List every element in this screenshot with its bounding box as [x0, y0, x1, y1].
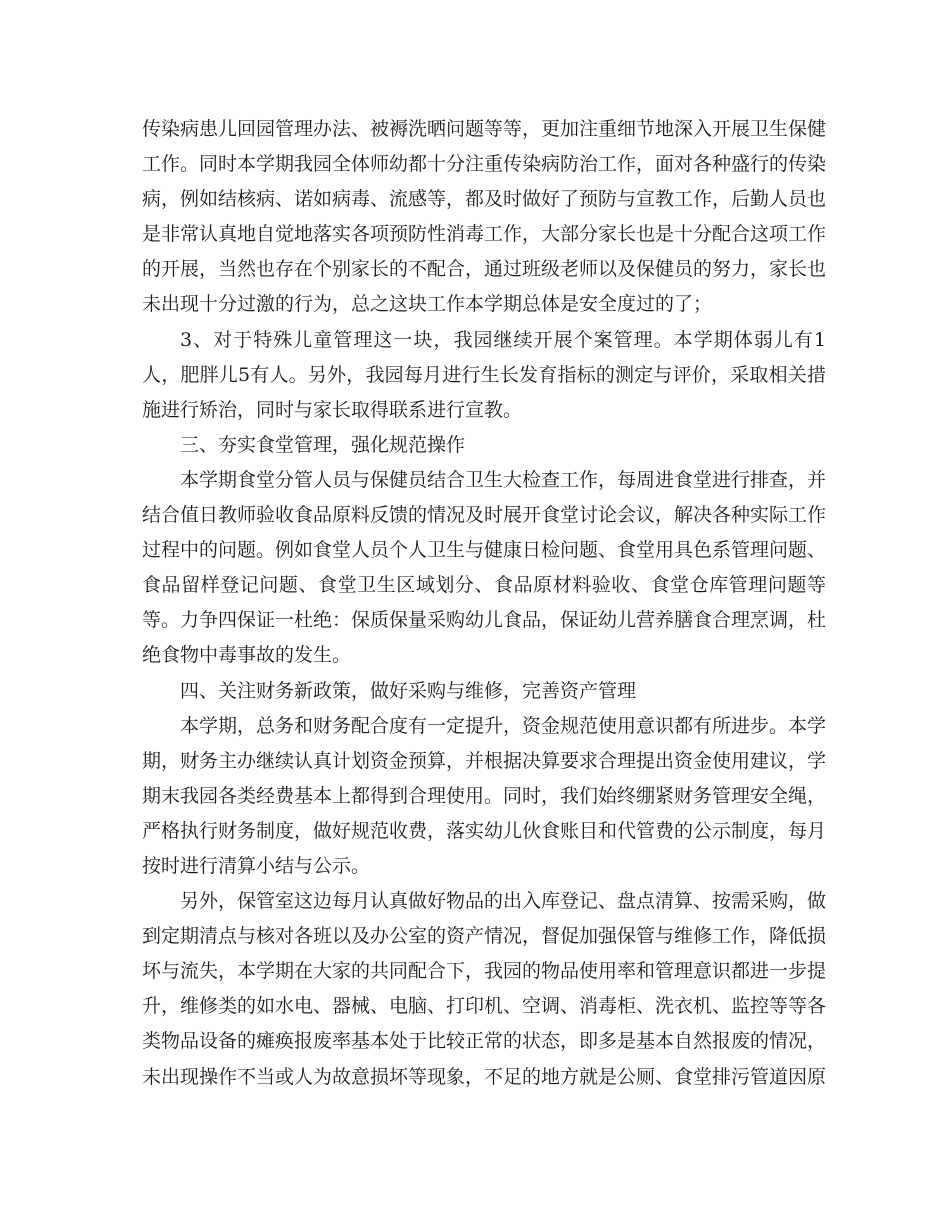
paragraph-special-children: 3、对于特殊儿童管理这一块，我园继续开展个案管理。本学期体弱儿有1人，肥胖儿5有人。另外，我园每月进行生长发育指标的测定与评价，采取相关措施进行矫治，同时与家长取得联系进行宣教。	[142, 328, 826, 421]
section-heading-canteen: 三、夯实食堂管理，强化规范操作	[180, 433, 466, 456]
paragraph-storage: 另外，保管室这边每月认真做好物品的出入库登记、盘点清算、按需采购，做到定期清点与核对各班以及办公室的资产情况，督促加强保管与维修工作，降低损坏与流失，本学期在大家的共同配合下，我园的物品使用率和管理意识都进一步提升，维修类的如水电、器械、电脑、打印机、空调、消毒柜、洗衣机、监控等等各类物品设备的瘫痪报废率基本处于比较正常的状态，即多是基本自然报废的情况，未出现操作不当或人为故意损坏等现象，不足的地方就是公厕、食堂排污管道因原	[142, 890, 827, 1088]
paragraph-finance: 本学期，总务和财务配合度有一定提升，资金规范使用意识都有所进步。本学期，财务主办继续认真计划资金预算，并根据决算要求合理提出资金使用建议，学期末我园各类经费基本上都得到合理使用。同时，我们始终绷紧财务管理安全绳，严格执行财务制度，做好规范收费，落实幼儿伙食账目和代管费的公示制度，每月按时进行清算小结与公示。	[142, 714, 827, 877]
document-body	[142, 112, 826, 1095]
section-heading-finance: 四、关注财务新政策，做好采购与维修，完善资产管理	[180, 679, 637, 702]
paragraph-continued: 传染病患儿回园管理办法、被褥洗晒问题等等，更加注重细节地深入开展卫生保健工作。同时本学期我园全体师幼都十分注重传染病防治工作，面对各种盛行的传染病，例如结核病、诺如病毒、流感等，都及时做好了预防与宣教工作，后勤人员也是非常认真地自觉地落实各项预防性消毒工作，大部分家长也是十分配合这项工作的开展，当然也存在个别家长的不配合，通过班级老师以及保健员的努力，家长也未出现十分过激的行为，总之这块工作本学期总体是安全度过的了；	[142, 118, 827, 316]
paragraph-canteen: 本学期食堂分管人员与保健员结合卫生大检查工作，每周进食堂进行排查，并结合值日教师验收食品原料反馈的情况及时展开食堂讨论会议，解决各种实际工作过程中的问题。例如食堂人员个人卫生与健康日检问题、食堂用具色系管理问题、食品留样登记问题、食堂卫生区域划分、食品原材料验收、食堂仓库管理问题等等。力争四保证一杜绝：保质保量采购幼儿食品，保证幼儿营养膳食合理烹调，杜绝食物中毒事故的发生。	[142, 468, 827, 667]
